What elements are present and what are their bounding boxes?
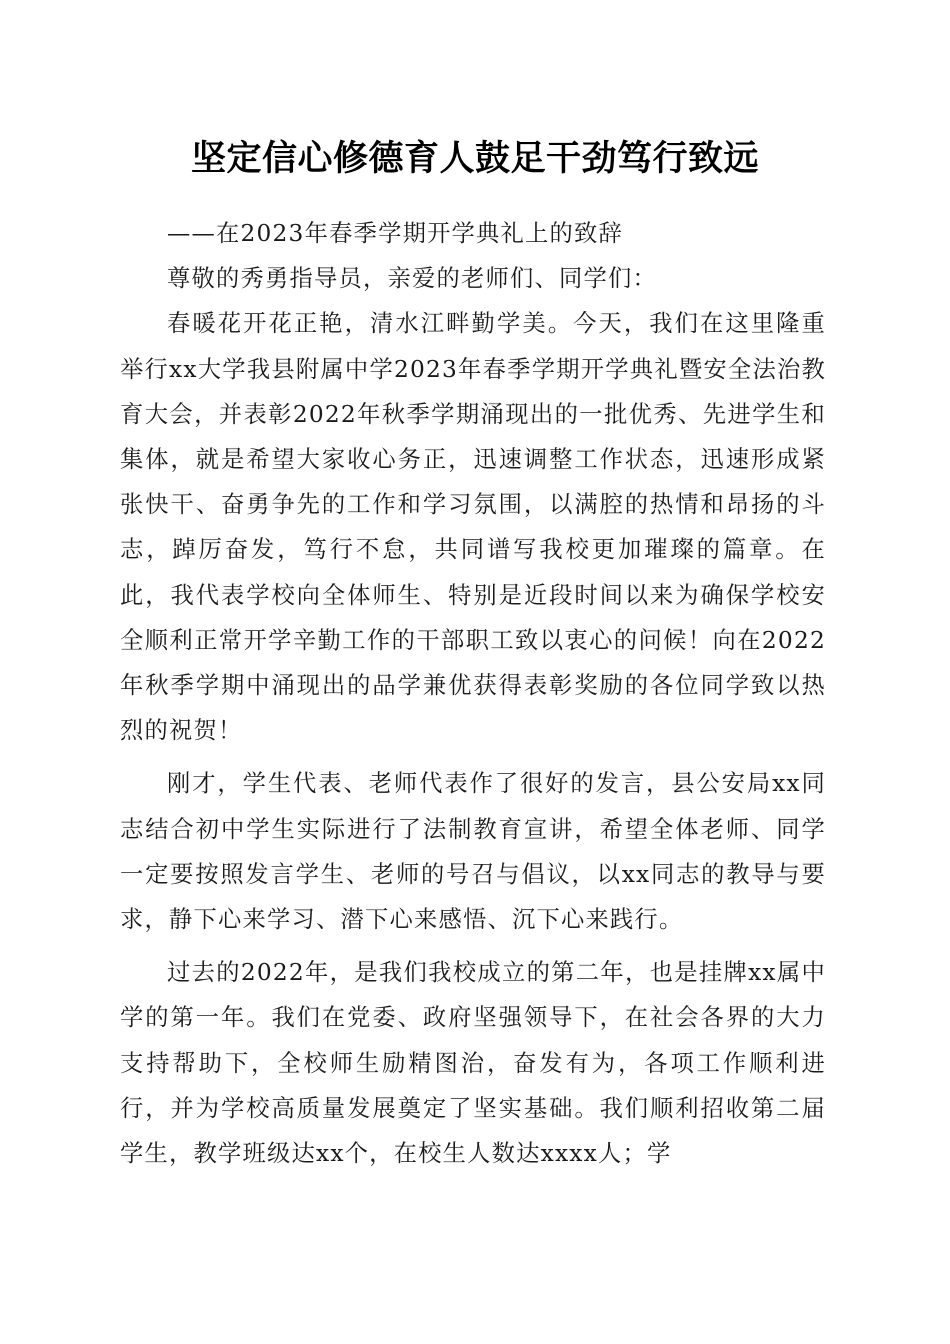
document-body xyxy=(120,211,826,1176)
paragraph: 刚才，学生代表、老师代表作了很好的发言，县公安局xx同志结合初中学生实际进行了法制教育宣讲，希望全体老师、同学一定要按照发言学生、老师的号召与倡议，以xx同志的教导与要求，静下心来学习、潜下心来感悟、沉下心来践行。 xyxy=(120,770,826,934)
subtitle: ——在2023年春季学期开学典礼上的致辞 xyxy=(167,220,624,247)
document-title: 坚定信心修德育人鼓足干劲笃行致远 xyxy=(190,138,759,179)
salutation: 尊敬的秀勇指导员，亲爱的老师们、同学们： xyxy=(167,265,657,293)
paragraph: 过去的2022年，是我们我校成立的第二年，也是挂牌xx属中学的第一年。我们在党委、政府坚强领导下，在社会各界的大力支持帮助下，全校师生励精图治，奋发有为，各项工作顺利进行，并为学校高质量发展奠定了坚实基础。我们顺利招收第二届学生，教学班级达xx个，在校生人数达xxxx人；学 xyxy=(120,959,826,1168)
paragraph: 春暖花开花正艳，清水江畔勤学美。今天，我们在这里隆重举行xx大学我县附属中学2023年春季学期开学典礼暨安全法治教育大会，并表彰2022年秋季学期涌现出的一批优秀、先进学生和集体，就是希望大家收心务正，迅速调整工作状态，迅速形成紧张快干、奋勇争先的工作和学习氛围，以满腔的热情和昂扬的斗志，踔厉奋发，笃行不怠，共同谱写我校更加璀璨的篇章。在此，我代表学校向全体师生、特别是近段时间以来为确保学校安全顺利正常开学辛勤工作的干部职工致以衷心的问候！向在2022年秋季学期中涌现出的品学兼优获得表彰奖励的各位同学致以热烈的祝贺！ xyxy=(120,310,826,745)
